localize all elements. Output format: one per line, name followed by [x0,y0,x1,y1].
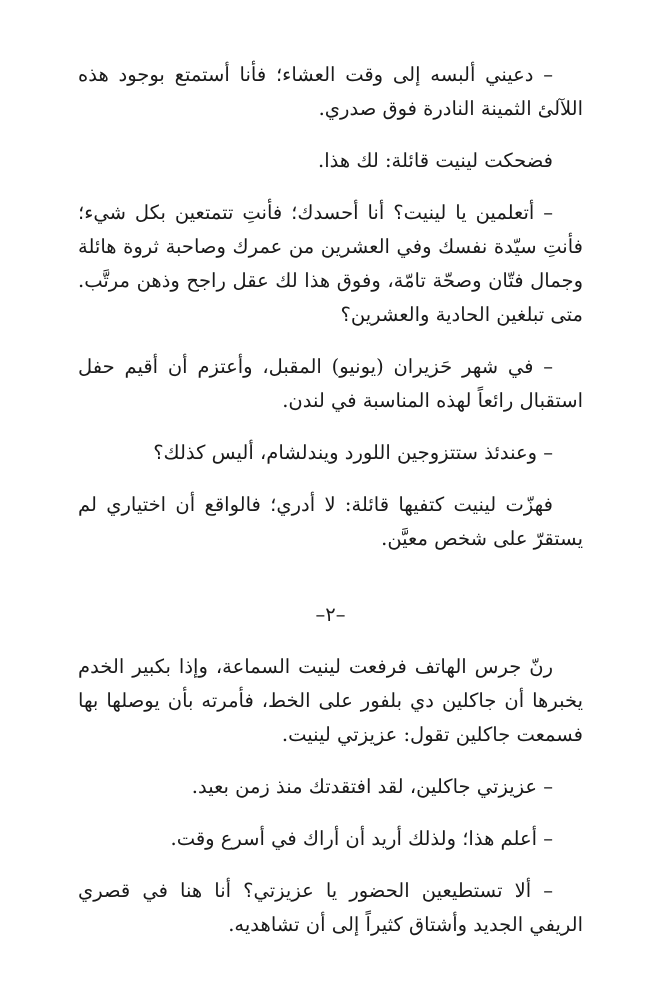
book-page [78,58,583,960]
paragraph: فضحكت لينيت قائلة: لك هذا. [318,149,553,172]
paragraph: – ألا تستطيعين الحضور يا عزيزتي؟ أنا هنا في قصري الريفي الجديد وأشتاق كثيراً إلى أن تشاهديه. [78,879,583,936]
paragraph: فهزّت لينيت كتفيها قائلة: لا أدري؛ فالواقع أن اختياري لم يستقرّ على شخص معيَّن. [78,493,583,550]
paragraph: – وعندئذ ستتزوجين اللورد ويندلشام، أليس كذلك؟ [153,441,553,464]
paragraph: – دعيني ألبسه إلى وقت العشاء؛ فأنا أستمتع بوجود هذه اللآلئ الثمينة النادرة فوق صدري. [78,63,583,120]
section-number: –٢– [315,603,346,626]
paragraph: – عزيزتي جاكلين، لقد افتقدتك منذ زمن بعيد. [191,775,553,798]
paragraph: – في شهر حَزيران (يونيو) المقبل، وأعتزم أن أقيم حفل استقبال رائعاً لهذه المناسبة في لندن. [78,355,583,412]
paragraph: رنّ جرس الهاتف فرفعت لينيت السماعة، وإذا بكبير الخدم يخبرها أن جاكلين دي بلفور على الخط، فأمرته بأن يوصلها بها فسمعت جاكلين تقول: عزيزتي لينيت. [78,655,583,746]
paragraph: – أعلم هذا؛ ولذلك أريد أن أراك في أسرع وقت. [170,827,553,850]
paragraph: – أتعلمين يا لينيت؟ أنا أحسدك؛ فأنتِ تتمتعين بكل شيء؛ فأنتِ سيّدة نفسك وفي العشرين من عمرك وصاحبة ثروة هائلة وجمال فتّان وصحّة تامّة، وفوق هذا لك عقل راجح وذهن مرتَّب. متى تبلغين الحادية والعشرين؟ [78,201,583,326]
